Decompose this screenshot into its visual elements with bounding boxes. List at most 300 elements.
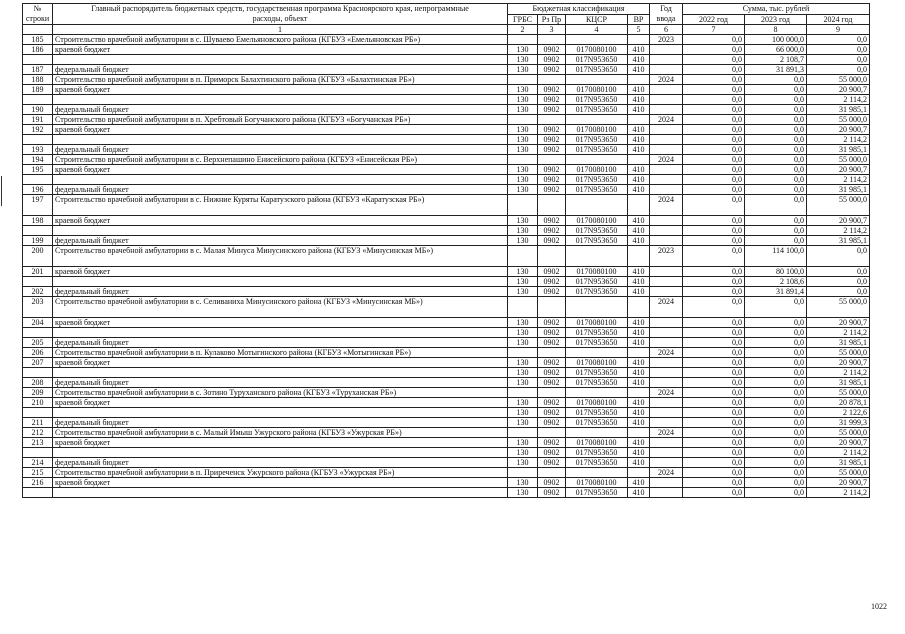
row-sum-2024: 0,0	[807, 65, 870, 75]
row-sum-2024: 20 900,7	[807, 358, 870, 368]
row-name: Строительство врачебной амбулатории в с. Нижние Куряты Каратузского района (КГБУЗ «Каратузская РБ»)	[53, 195, 508, 216]
table-row	[23, 55, 870, 65]
row-rzpr	[538, 388, 566, 398]
row-year	[650, 55, 683, 65]
row-vr	[628, 246, 650, 267]
row-sum-2022: 0,0	[683, 155, 745, 165]
table-row	[23, 135, 870, 145]
table-row	[23, 85, 870, 95]
row-kcsr: 017N953650	[566, 135, 628, 145]
row-year	[650, 95, 683, 105]
row-grbs: 130	[508, 95, 538, 105]
table-row	[23, 348, 870, 358]
header-year-line1: Год	[660, 4, 672, 13]
row-number: 200	[23, 246, 53, 267]
row-sum-2023: 0,0	[745, 135, 807, 145]
row-kcsr	[566, 35, 628, 45]
row-grbs: 130	[508, 55, 538, 65]
row-vr: 410	[628, 236, 650, 246]
row-name	[53, 488, 508, 498]
row-grbs: 130	[508, 135, 538, 145]
row-grbs: 130	[508, 287, 538, 297]
header-title	[53, 4, 508, 25]
header-2022: 2022 год	[683, 14, 745, 25]
row-sum-2022: 0,0	[683, 408, 745, 418]
row-rzpr	[538, 297, 566, 318]
row-vr: 410	[628, 398, 650, 408]
scan-margin-mark	[1, 176, 2, 206]
row-name: краевой бюджет	[53, 216, 508, 226]
row-sum-2023: 0,0	[745, 398, 807, 408]
header-grbs: ГРБС	[508, 14, 538, 25]
row-rzpr: 0902	[538, 328, 566, 338]
row-kcsr: 017N953650	[566, 105, 628, 115]
row-kcsr	[566, 75, 628, 85]
row-kcsr: 017N953650	[566, 328, 628, 338]
table-row	[23, 418, 870, 428]
row-vr: 410	[628, 277, 650, 287]
row-vr	[628, 155, 650, 165]
row-name	[53, 95, 508, 105]
row-name: федеральный бюджет	[53, 338, 508, 348]
row-sum-2022: 0,0	[683, 368, 745, 378]
row-year: 2023	[650, 246, 683, 267]
budget-table	[22, 3, 870, 498]
row-number: 193	[23, 145, 53, 155]
row-grbs: 130	[508, 438, 538, 448]
row-year	[650, 438, 683, 448]
row-year: 2024	[650, 428, 683, 438]
row-number: 195	[23, 165, 53, 175]
row-vr: 410	[628, 125, 650, 135]
row-vr: 410	[628, 55, 650, 65]
row-grbs	[508, 35, 538, 45]
table-row	[23, 45, 870, 55]
row-sum-2023: 0,0	[745, 408, 807, 418]
row-rzpr: 0902	[538, 338, 566, 348]
row-year	[650, 267, 683, 277]
col-num-8: 8	[745, 25, 807, 35]
row-name: Строительство врачебной амбулатории в п. Приреченск Ужурского района (КГБУЗ «Ужурская РБ»)	[53, 468, 508, 478]
page-number: 1022	[871, 602, 887, 611]
row-rzpr: 0902	[538, 378, 566, 388]
row-number: 189	[23, 85, 53, 95]
row-number	[23, 277, 53, 287]
row-vr: 410	[628, 267, 650, 277]
table-row	[23, 105, 870, 115]
row-number: 187	[23, 65, 53, 75]
budget-table-container	[22, 3, 869, 498]
row-vr	[628, 297, 650, 318]
row-number: 185	[23, 35, 53, 45]
row-sum-2022: 0,0	[683, 468, 745, 478]
row-sum-2022: 0,0	[683, 358, 745, 368]
row-rzpr: 0902	[538, 287, 566, 297]
row-name: краевой бюджет	[53, 267, 508, 277]
row-sum-2024: 31 985,1	[807, 105, 870, 115]
row-sum-2022: 0,0	[683, 277, 745, 287]
row-name: краевой бюджет	[53, 438, 508, 448]
row-grbs	[508, 428, 538, 438]
row-kcsr	[566, 297, 628, 318]
col-num-0	[23, 25, 53, 35]
row-sum-2023: 0,0	[745, 216, 807, 226]
row-grbs: 130	[508, 125, 538, 135]
row-sum-2022: 0,0	[683, 478, 745, 488]
table-body	[23, 35, 870, 498]
row-sum-2024: 31 985,1	[807, 185, 870, 195]
row-number: 211	[23, 418, 53, 428]
row-rzpr	[538, 246, 566, 267]
row-kcsr: 017N953650	[566, 277, 628, 287]
table-row	[23, 236, 870, 246]
row-sum-2023: 0,0	[745, 226, 807, 236]
row-vr: 410	[628, 65, 650, 75]
row-vr: 410	[628, 45, 650, 55]
row-rzpr: 0902	[538, 85, 566, 95]
row-name: краевой бюджет	[53, 165, 508, 175]
row-number: 190	[23, 105, 53, 115]
row-rzpr: 0902	[538, 277, 566, 287]
row-sum-2023: 0,0	[745, 418, 807, 428]
row-name: федеральный бюджет	[53, 105, 508, 115]
table-row	[23, 328, 870, 338]
row-name: федеральный бюджет	[53, 185, 508, 195]
row-rzpr	[538, 75, 566, 85]
table-row	[23, 246, 870, 267]
row-grbs	[508, 155, 538, 165]
row-rzpr: 0902	[538, 216, 566, 226]
row-number: 215	[23, 468, 53, 478]
header-sum: Сумма, тыс. рублей	[683, 4, 870, 15]
row-sum-2024: 31 985,1	[807, 338, 870, 348]
table-row	[23, 428, 870, 438]
row-vr: 410	[628, 488, 650, 498]
row-grbs: 130	[508, 267, 538, 277]
table-row	[23, 458, 870, 468]
row-kcsr: 0170080100	[566, 318, 628, 328]
row-kcsr	[566, 155, 628, 165]
row-sum-2022: 0,0	[683, 328, 745, 338]
row-name: Строительство врачебной амбулатории в с. Малый Имыш Ужурского района (КГБУЗ «Ужурская РБ»)	[53, 428, 508, 438]
table-row	[23, 378, 870, 388]
col-num-2: 2	[508, 25, 538, 35]
row-sum-2023: 0,0	[745, 236, 807, 246]
row-kcsr: 017N953650	[566, 226, 628, 236]
row-kcsr	[566, 348, 628, 358]
row-sum-2023: 0,0	[745, 195, 807, 216]
row-name: Строительство врачебной амбулатории в с. Селиваниха Минусинского района (КГБУЗ «Минусинская МБ»)	[53, 297, 508, 318]
row-name	[53, 226, 508, 236]
row-year: 2023	[650, 35, 683, 45]
row-rzpr: 0902	[538, 398, 566, 408]
col-num-6: 6	[650, 25, 683, 35]
row-name: краевой бюджет	[53, 45, 508, 55]
row-number: 205	[23, 338, 53, 348]
row-rzpr: 0902	[538, 125, 566, 135]
row-name: федеральный бюджет	[53, 236, 508, 246]
row-vr: 410	[628, 85, 650, 95]
row-sum-2024: 20 900,7	[807, 125, 870, 135]
table-row	[23, 267, 870, 277]
row-year: 2024	[650, 468, 683, 478]
row-sum-2024: 55 000,0	[807, 348, 870, 358]
row-sum-2023: 0,0	[745, 145, 807, 155]
header-column-numbers	[23, 25, 870, 35]
row-name: федеральный бюджет	[53, 145, 508, 155]
row-sum-2023: 0,0	[745, 75, 807, 85]
row-vr: 410	[628, 135, 650, 145]
table-row	[23, 438, 870, 448]
row-sum-2024: 20 900,7	[807, 318, 870, 328]
row-kcsr: 017N953650	[566, 378, 628, 388]
row-kcsr	[566, 115, 628, 125]
row-year	[650, 135, 683, 145]
row-number	[23, 95, 53, 105]
row-rzpr: 0902	[538, 448, 566, 458]
row-number: 209	[23, 388, 53, 398]
header-rzpr: Рз Пр	[538, 14, 566, 25]
row-year	[650, 105, 683, 115]
row-grbs: 130	[508, 328, 538, 338]
row-vr: 410	[628, 328, 650, 338]
row-sum-2024: 2 114,2	[807, 226, 870, 236]
row-grbs: 130	[508, 65, 538, 75]
row-sum-2024: 20 878,1	[807, 398, 870, 408]
row-sum-2022: 0,0	[683, 185, 745, 195]
row-rzpr: 0902	[538, 358, 566, 368]
row-rzpr: 0902	[538, 135, 566, 145]
row-sum-2024: 2 114,2	[807, 368, 870, 378]
row-sum-2022: 0,0	[683, 75, 745, 85]
row-number: 198	[23, 216, 53, 226]
row-name	[53, 448, 508, 458]
row-name: краевой бюджет	[53, 318, 508, 328]
row-grbs	[508, 388, 538, 398]
row-grbs: 130	[508, 368, 538, 378]
row-vr	[628, 195, 650, 216]
row-rzpr: 0902	[538, 458, 566, 468]
row-rzpr: 0902	[538, 55, 566, 65]
row-sum-2023: 0,0	[745, 368, 807, 378]
row-grbs	[508, 195, 538, 216]
table-row	[23, 277, 870, 287]
row-number: 212	[23, 428, 53, 438]
table-row	[23, 488, 870, 498]
row-sum-2023: 0,0	[745, 185, 807, 195]
row-name: краевой бюджет	[53, 398, 508, 408]
row-rzpr: 0902	[538, 105, 566, 115]
row-number	[23, 175, 53, 185]
row-name: федеральный бюджет	[53, 287, 508, 297]
row-sum-2024: 31 985,1	[807, 458, 870, 468]
row-rzpr: 0902	[538, 488, 566, 498]
row-grbs	[508, 297, 538, 318]
header-2024: 2024 год	[807, 14, 870, 25]
row-sum-2023: 0,0	[745, 338, 807, 348]
table-row	[23, 448, 870, 458]
table-row	[23, 358, 870, 368]
row-year	[650, 398, 683, 408]
row-sum-2024: 31 985,1	[807, 145, 870, 155]
row-name: федеральный бюджет	[53, 418, 508, 428]
row-number: 196	[23, 185, 53, 195]
row-sum-2023: 0,0	[745, 388, 807, 398]
row-vr: 410	[628, 105, 650, 115]
row-year: 2024	[650, 115, 683, 125]
row-sum-2022: 0,0	[683, 378, 745, 388]
row-vr: 410	[628, 338, 650, 348]
row-sum-2022: 0,0	[683, 488, 745, 498]
row-sum-2023: 0,0	[745, 165, 807, 175]
row-vr: 410	[628, 358, 650, 368]
row-number: 188	[23, 75, 53, 85]
row-vr: 410	[628, 185, 650, 195]
row-sum-2024: 2 114,2	[807, 135, 870, 145]
row-year: 2024	[650, 155, 683, 165]
row-sum-2022: 0,0	[683, 145, 745, 155]
row-kcsr: 0170080100	[566, 398, 628, 408]
row-sum-2022: 0,0	[683, 348, 745, 358]
row-number	[23, 226, 53, 236]
row-kcsr: 0170080100	[566, 165, 628, 175]
row-number: 197	[23, 195, 53, 216]
row-rzpr: 0902	[538, 185, 566, 195]
row-year	[650, 448, 683, 458]
row-sum-2023: 0,0	[745, 348, 807, 358]
row-sum-2023: 0,0	[745, 328, 807, 338]
row-number: 202	[23, 287, 53, 297]
row-rzpr: 0902	[538, 145, 566, 155]
row-vr: 410	[628, 318, 650, 328]
row-name: Строительство врачебной амбулатории в с. Верхнепашино Енисейского района (КГБУЗ «Енисейская РБ»)	[53, 155, 508, 165]
header-budget-classification: Бюджетная классификация	[508, 4, 650, 15]
row-number	[23, 55, 53, 65]
table-row	[23, 195, 870, 216]
row-sum-2022: 0,0	[683, 267, 745, 277]
row-sum-2024: 20 900,7	[807, 438, 870, 448]
row-rzpr: 0902	[538, 418, 566, 428]
row-sum-2022: 0,0	[683, 458, 745, 468]
row-name: Строительство врачебной амбулатории в с. Малая Минуса Минусинского района (КГБУЗ «Минусинская МБ»)	[53, 246, 508, 267]
table-row	[23, 95, 870, 105]
row-grbs: 130	[508, 408, 538, 418]
row-kcsr: 017N953650	[566, 488, 628, 498]
row-kcsr: 0170080100	[566, 358, 628, 368]
row-kcsr	[566, 246, 628, 267]
row-vr: 410	[628, 408, 650, 418]
row-year: 2024	[650, 297, 683, 318]
row-year	[650, 85, 683, 95]
table-row	[23, 388, 870, 398]
row-grbs: 130	[508, 145, 538, 155]
row-year	[650, 45, 683, 55]
header-kcsr: КЦСР	[566, 14, 628, 25]
row-number: 192	[23, 125, 53, 135]
row-grbs: 130	[508, 488, 538, 498]
row-year	[650, 378, 683, 388]
header-row-number-line1: №	[33, 4, 42, 13]
row-sum-2024: 31 985,1	[807, 236, 870, 246]
table-row	[23, 125, 870, 135]
header-year-line2: ввода	[656, 14, 676, 23]
row-vr: 410	[628, 287, 650, 297]
row-sum-2024: 0,0	[807, 55, 870, 65]
row-kcsr: 0170080100	[566, 45, 628, 55]
row-rzpr	[538, 428, 566, 438]
table-row	[23, 318, 870, 328]
row-grbs	[508, 348, 538, 358]
row-kcsr: 017N953650	[566, 65, 628, 75]
row-kcsr	[566, 388, 628, 398]
row-year	[650, 358, 683, 368]
row-sum-2024: 55 000,0	[807, 155, 870, 165]
row-sum-2024: 55 000,0	[807, 388, 870, 398]
row-vr: 410	[628, 418, 650, 428]
row-sum-2022: 0,0	[683, 95, 745, 105]
row-year: 2024	[650, 75, 683, 85]
row-grbs: 130	[508, 45, 538, 55]
header-2023: 2023 год	[745, 14, 807, 25]
row-grbs: 130	[508, 105, 538, 115]
row-vr: 410	[628, 226, 650, 236]
row-grbs: 130	[508, 85, 538, 95]
table-row	[23, 185, 870, 195]
row-number: 208	[23, 378, 53, 388]
row-number: 194	[23, 155, 53, 165]
row-year: 2024	[650, 195, 683, 216]
row-sum-2023: 0,0	[745, 428, 807, 438]
row-kcsr: 0170080100	[566, 85, 628, 95]
table-row	[23, 468, 870, 478]
row-sum-2022: 0,0	[683, 175, 745, 185]
row-sum-2022: 0,0	[683, 418, 745, 428]
row-grbs: 130	[508, 185, 538, 195]
row-name: краевой бюджет	[53, 358, 508, 368]
row-sum-2023: 0,0	[745, 95, 807, 105]
row-vr	[628, 468, 650, 478]
row-sum-2023: 0,0	[745, 378, 807, 388]
row-rzpr	[538, 35, 566, 45]
row-grbs: 130	[508, 458, 538, 468]
table-row	[23, 155, 870, 165]
row-year	[650, 368, 683, 378]
row-grbs: 130	[508, 236, 538, 246]
row-sum-2023: 66 000,0	[745, 45, 807, 55]
row-sum-2024: 2 114,2	[807, 488, 870, 498]
col-num-1: 1	[53, 25, 508, 35]
row-number: 201	[23, 267, 53, 277]
table-row	[23, 216, 870, 226]
row-rzpr: 0902	[538, 267, 566, 277]
row-sum-2022: 0,0	[683, 85, 745, 95]
row-kcsr: 017N953650	[566, 175, 628, 185]
row-grbs: 130	[508, 358, 538, 368]
table-row	[23, 297, 870, 318]
row-sum-2022: 0,0	[683, 318, 745, 328]
row-rzpr	[538, 195, 566, 216]
row-sum-2023: 0,0	[745, 105, 807, 115]
row-grbs: 130	[508, 277, 538, 287]
row-sum-2023: 114 100,0	[745, 246, 807, 267]
row-kcsr: 0170080100	[566, 216, 628, 226]
row-rzpr: 0902	[538, 236, 566, 246]
row-sum-2023: 2 108,6	[745, 277, 807, 287]
row-rzpr: 0902	[538, 165, 566, 175]
row-rzpr: 0902	[538, 368, 566, 378]
header-row-number-line2: строки	[25, 14, 50, 23]
row-sum-2024: 20 900,7	[807, 216, 870, 226]
